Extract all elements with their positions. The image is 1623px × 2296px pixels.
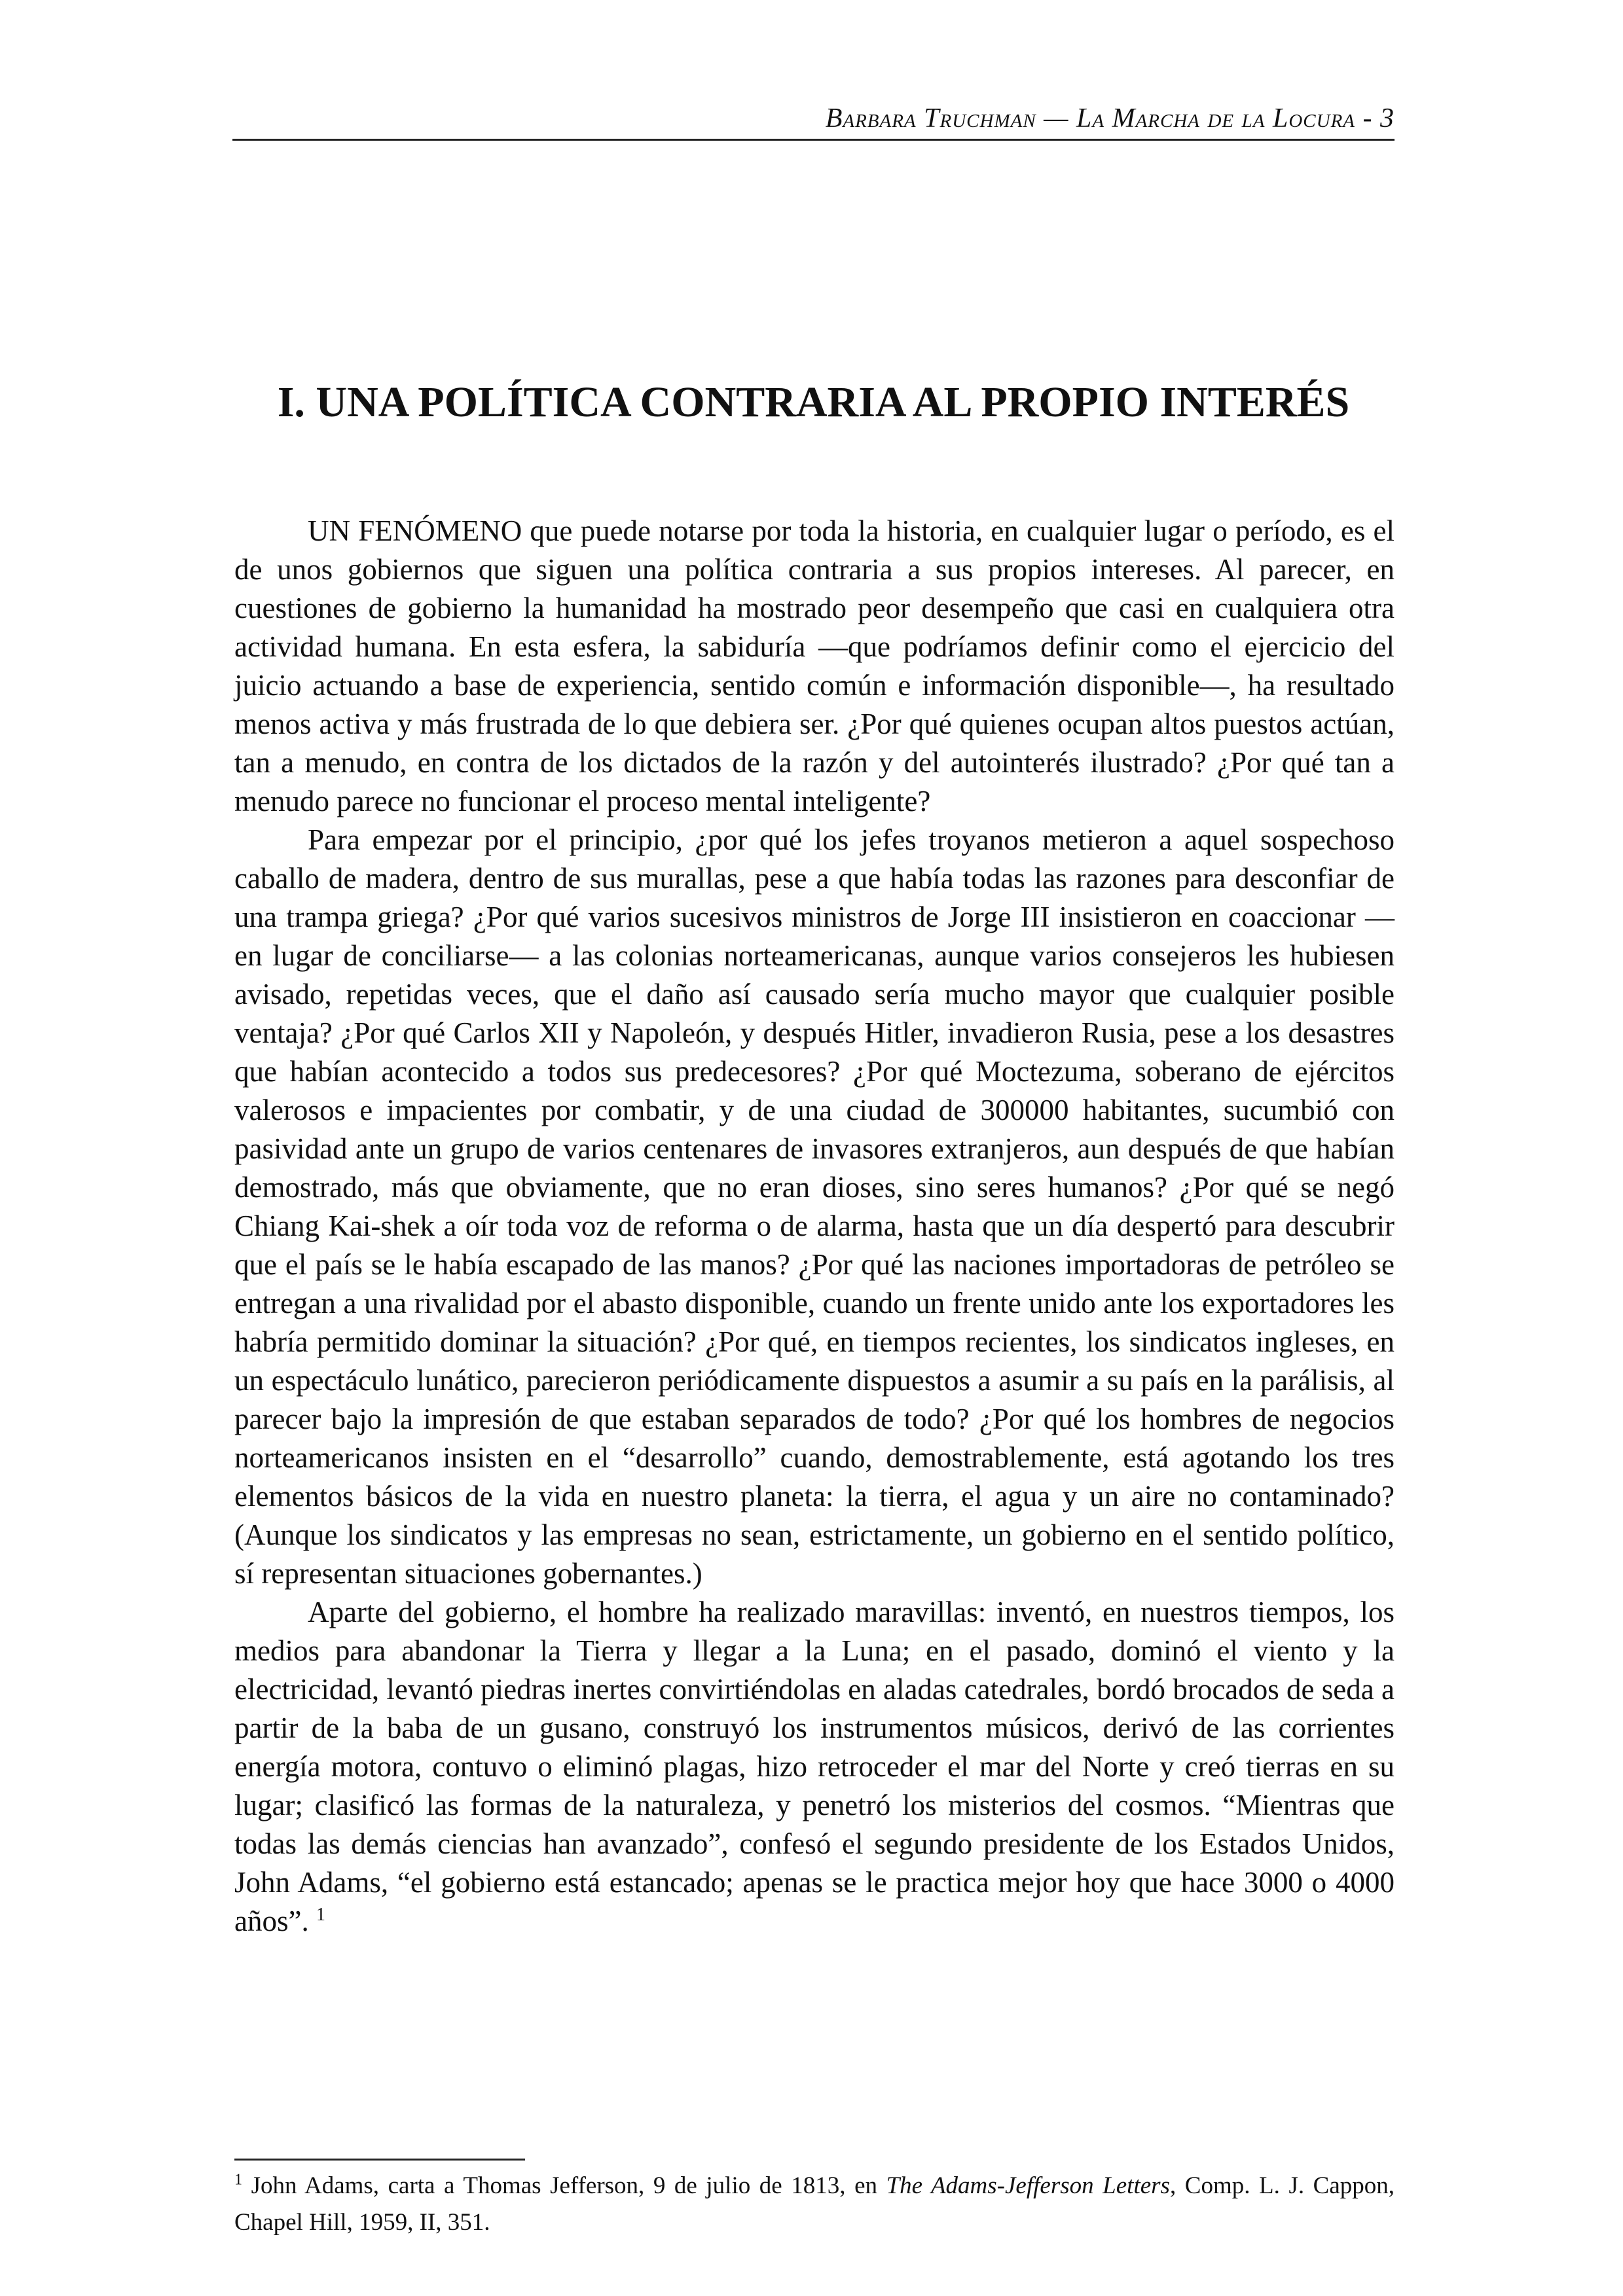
paragraph-2: [234, 821, 1395, 1593]
paragraph-2-text: Para empezar por el principio, ¿por qué los jefes troyanos metieron a aquel sospechoso caballo de madera, dentro de sus murallas, pese a que había todas las razones para desconfiar de una trampa griega? ¿Por qué varios sucesivos ministros de Jorge III insistieron en coaccionar —en lugar de conciliarse— a las colonias norteamericanas, aunque varios consejeros les hubiesen avisado, repetidas veces, que el daño así causado sería mucho mayor que cualquier posible ventaja? ¿Por qué Carlos XII y Napoleón, y después Hitler, invadieron Rusia, pese a los desastres que habían acontecido a todos sus predecesores? ¿Por qué Moctezuma, soberano de ejércitos valerosos e impacientes por combatir, y de una ciudad de 300000 habitantes, sucumbió con pasividad ante un grupo de varios centenares de invasores extranjeros, aun después de que habían demostrado, más que obviamente, que no eran dioses, sino seres humanos? ¿Por qué se negó Chiang Kai-shek a oír toda voz de reforma o de alarma, hasta que un día despertó para descubrir que el país se le había escapado de las manos? ¿Por qué las naciones importadoras de petróleo se entregan a una rivalidad por el abasto disponible, cuando un frente unido ante los exportadores les habría permitido dominar la situación? ¿Por qué, en tiempos recientes, los sindicatos ingleses, en un espectáculo lunático, parecieron periódicamente dispuestos a asumir a su país en la parálisis, al parecer bajo la impresión de que estaban separados de todo? ¿Por qué los hombres de negocios norteamericanos insisten en el “desarrollo” cuando, demostrablemente, está agotando los tres elementos básicos de la vida en nuestro planeta: la tierra, el agua y un aire no contaminado? (Aunque los sindicatos y las empresas no sean, estrictamente, un gobierno en el sentido político, sí representan situaciones gobernantes.): [234, 823, 1395, 1590]
footnote-text-before: John Adams, carta a Thomas Jefferson, 9 de julio de 1813, en: [251, 2172, 886, 2199]
running-header: [232, 98, 1395, 141]
running-title: Barbara Truchman — La Marcha de la Locura - 3: [825, 103, 1395, 134]
paragraph-1-text: UN FENÓMENO que puede notarse por toda la historia, en cualquier lugar o período, es el de unos gobiernos que siguen una política contraria a sus propios intereses. Al parecer, en cuestiones de gobierno la humanidad ha mostrado peor desempeño que casi en cualquiera otra actividad humana. En esta esfera, la sabiduría —que podríamos definir como el ejercicio del juicio actuando a base de experiencia, sentido común e información disponible—, ha resultado menos activa y más frustrada de lo que debiera ser. ¿Por qué quienes ocupan altos puestos actúan, tan a menudo, en contra de los dictados de la razón y del autointerés ilustrado? ¿Por qué tan a menudo parece no funcionar el proceso mental inteligente?: [234, 514, 1395, 817]
paragraph-1: [234, 512, 1395, 821]
footnote-number: 1: [234, 2171, 242, 2189]
footnote-divider: [234, 2159, 525, 2161]
chapter-title: I. UNA POLÍTICA CONTRARIA AL PROPIO INTERÉS: [277, 378, 1350, 426]
footnote-text-after: , Comp. L. J. Cappon, Chapel Hill, 1959, II, 351.: [234, 2172, 1395, 2236]
paragraph-3-text: Aparte del gobierno, el hombre ha realizado maravillas: inventó, en nuestros tiempos, los medios para abandonar la Tierra y llegar a la Luna; en el pasado, dominó el viento y la electricidad, levantó piedras inertes convirtiéndolas en aladas catedrales, bordó brocados de seda a partir de la baba de un gusano, construyó los instrumentos músicos, derivó de las corrientes energía motora, contuvo o eliminó plagas, hizo retroceder el mar del Norte y creó tierras en su lugar; clasificó las formas de la naturaleza, y penetró los misterios del cosmos. “Mientras que todas las demás ciencias han avanzado”, confesó el segundo presidente de los Estados Unidos, John Adams, “el gobierno está estancado; apenas se le practica mejor hoy que hace 3000 o 4000 años”.: [234, 1596, 1395, 1937]
body-text: [234, 512, 1395, 1941]
paragraph-3: [234, 1593, 1395, 1941]
footnote: [234, 2168, 1395, 2241]
footnote-reference[interactable]: 1: [316, 1905, 325, 1925]
footnote-work-title: The Adams-Jefferson Letters: [886, 2172, 1170, 2199]
